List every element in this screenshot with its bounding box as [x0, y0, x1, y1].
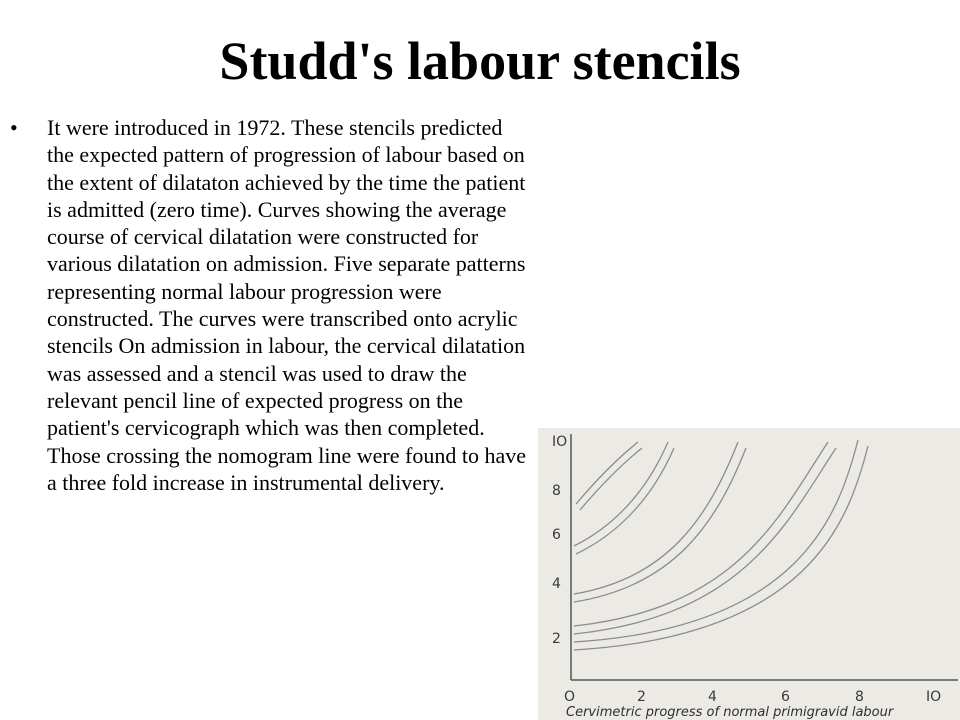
x-tick-6: 6 [781, 689, 790, 705]
stencil-curve-6 [574, 442, 668, 546]
slide-title: Studd's labour stencils [219, 31, 741, 91]
y-tick-4: 4 [552, 576, 561, 592]
y-tick-8: 8 [552, 483, 561, 499]
bullet-item [10, 114, 526, 496]
y-tick-6: 6 [552, 527, 561, 543]
x-tick-4: 4 [708, 689, 717, 705]
stencil-curve-3-inner [574, 448, 836, 634]
stencil-curve-8 [576, 442, 638, 504]
figure-caption: Cervimetric progress of normal primigravid labour [566, 705, 894, 720]
stencil-curve-3 [574, 442, 828, 626]
cervicograph-figure [538, 428, 960, 720]
x-tick-10: IO [926, 689, 942, 705]
stencil-curves [574, 440, 868, 650]
x-tick-8: 8 [855, 689, 864, 705]
bullet-marker: • [10, 115, 18, 140]
stencil-curve-4-inner [574, 448, 746, 602]
x-tick-0: O [564, 689, 576, 705]
x-tick-2: 2 [637, 689, 646, 705]
bullet-text: It were introduced in 1972. These stencils predicted the expected pattern of progression of labour based on the extent of dilataton achieved by the time the patient is admitted (zero time). Curves showing the average course of cervical dilatation were constructed for various dilatation on admission. Five separate patterns representing normal labour progression were constructed. The curves were transcribed onto acrylic stencils On admission in labour, the cervical dilatation was assessed and a stencil was used to draw the relevant pencil line of expected progress on the patient's cervicograph which was then completed. Those crossing the nomogram line were found to have a three fold increase in instrumental delivery. [47, 115, 526, 495]
stencil-curve-6-inner [576, 448, 674, 554]
y-tick-10: IO [552, 434, 568, 450]
cervicograph-image [538, 428, 960, 720]
y-tick-2: 2 [552, 631, 561, 647]
stencil-curve-4 [574, 442, 738, 594]
